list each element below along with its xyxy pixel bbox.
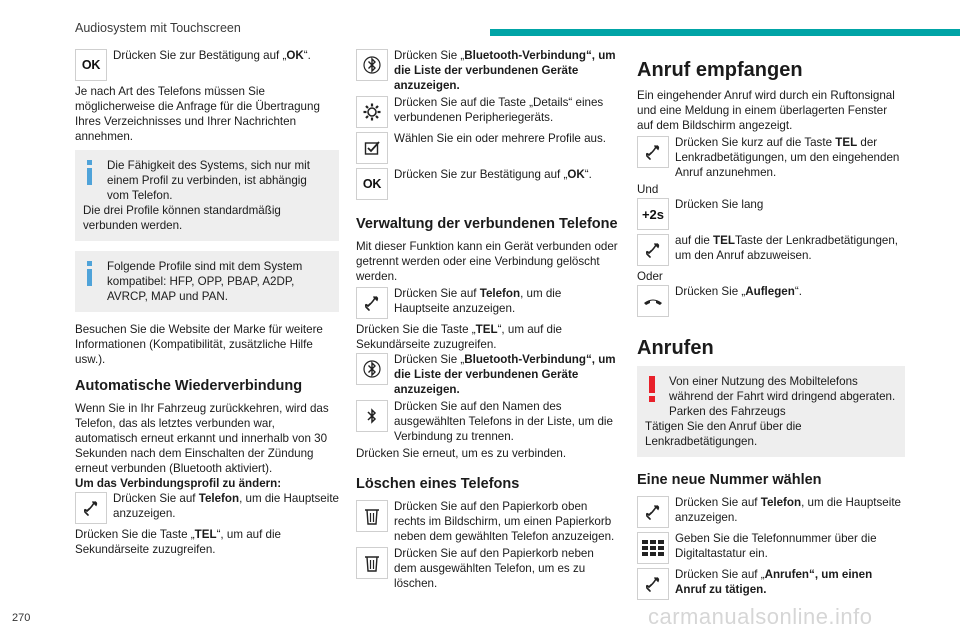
step-profiles: Wählen Sie ein oder mehrere Profile aus.: [356, 131, 618, 165]
info-icon: [83, 259, 103, 293]
step-call: Drücken Sie auf „Anrufen“, um einen Anruf zu tätigen.: [637, 567, 905, 601]
column-3: [637, 56, 905, 603]
warning-note: Von einer Nutzung des Mobiltelefons während der Fahrt wird dringend abgeraten. Parken des Fahrzeugs Tätigen Sie den Anruf über die Lenkradbetätigungen.: [637, 366, 905, 457]
trash-icon: [356, 547, 388, 579]
paragraph: Drücken Sie die Taste „TEL“, um auf die Sekundärseite zuzugreifen.: [75, 528, 282, 556]
watermark: carmanualsonline.info: [648, 604, 873, 629]
checkbox-icon: [356, 132, 388, 164]
heading-delete-phone: Löschen eines Telefons: [356, 476, 520, 492]
paragraph: Oder: [637, 270, 663, 283]
hang-up-icon: [637, 285, 669, 317]
step-bluetooth: Drücken Sie „Bluetooth-Verbindung“, um die Liste der verbundenen Geräte anzuzeigen.: [356, 352, 618, 397]
info-note: Die Fähigkeit des Systems, sich nur mit einem Profil zu verbinden, ist abhängig vom Telefon. Die drei Profile können standardmäßig verbunden werden.: [75, 150, 339, 241]
warning-icon: [645, 374, 665, 408]
step-phone: Drücken Sie auf Telefon, um die Hauptseite anzuzeigen.: [637, 495, 905, 529]
heading-receive-call: Anruf empfangen: [637, 59, 803, 81]
step-ok-confirm: OK Drücken Sie zur Bestätigung auf „OK“.: [75, 48, 339, 82]
step-tel-short: Drücken Sie kurz auf die Taste TEL der Lenkradbetätigungen, um den eingehenden Anruf anzunehmen.: [637, 135, 905, 180]
paragraph: Wenn Sie in Ihr Fahrzeug zurückkehren, wird das Telefon, das als letztes verbunden war, automatisch erneut erkannt und innerhalb von 30 Sekunden nach dem Einschalten der Zündung erneut verbunden (Bluetooth aktiviert).: [75, 402, 329, 475]
paragraph-bold: Um das Verbindungsprofil zu ändern:: [75, 477, 282, 490]
step-disconnect: Drücken Sie auf den Namen des ausgewählten Telefons in der Liste, um die Verbindung zu trennen.: [356, 399, 618, 444]
phone-handset-icon: [637, 496, 669, 528]
bluetooth-icon: [356, 353, 388, 385]
heading-new-number: Eine neue Nummer wählen: [637, 472, 822, 488]
step-keypad: Geben Sie die Telefonnummer über die Digitaltastatur ein.: [637, 531, 905, 565]
paragraph: Und: [637, 183, 659, 196]
phone-handset-icon: [637, 136, 669, 168]
page-number: 270: [12, 612, 31, 624]
gear-icon: [356, 96, 388, 128]
paragraph: Ein eingehender Anruf wird durch ein Ruftonsignal und eine Meldung in einem überlagerten Fenster auf dem Bildschirm angezeigt.: [637, 89, 895, 132]
step-ok-confirm: OK Drücken Sie zur Bestätigung auf „OK“.: [356, 167, 618, 201]
paragraph: Mit dieser Funktion kann ein Gerät verbunden oder getrennt werden oder eine Verbindung gelöscht werden.: [356, 240, 618, 283]
header-accent-bar: [490, 29, 960, 36]
keypad-icon: [637, 532, 669, 564]
phone-handset-icon: [356, 287, 388, 319]
heading-auto-reconnect: Automatische Wiederverbindung: [75, 378, 303, 394]
heading-manage-phones: Verwaltung der verbundenen Telefone: [356, 216, 618, 232]
bluetooth-icon: [356, 49, 388, 81]
paragraph: Besuchen Sie die Website der Marke für weitere Informationen (Kompatibilität, zusätzliche Hilfe usw.).: [75, 323, 323, 366]
step-tel-reject: auf die TELTaste der Lenkradbetätigungen, um den Anruf abzuweisen.: [637, 233, 905, 267]
step-trash: Drücken Sie auf den Papierkorb oben rechts im Bildschirm, um einen Papierkorb neben dem gewählten Telefon anzuzeigen.: [356, 499, 618, 544]
step-bluetooth: Drücken Sie „Bluetooth-Verbindung“, um die Liste der verbundenen Geräte anzuzeigen.: [356, 48, 618, 93]
phone-handset-icon: [637, 568, 669, 600]
column-1: [75, 48, 339, 557]
paragraph: Drücken Sie erneut, um es zu verbinden.: [356, 447, 567, 460]
paragraph: Je nach Art des Telefons müssen Sie möglicherweise die Anfrage für die Übertragung Ihres Verzeichnisses und Ihrer Nachrichten annehmen.: [75, 85, 320, 143]
ok-icon: OK: [75, 49, 107, 81]
step-phone: Drücken Sie auf Telefon, um die Hauptseite anzuzeigen.: [356, 286, 618, 320]
phone-handset-icon: [637, 234, 669, 266]
info-note: Folgende Profile sind mit dem System kompatibel: HFP, OPP, PBAP, A2DP, AVRCP, MAP und PAN.: [75, 251, 339, 312]
step-details: Drücken Sie auf die Taste „Details“ eines verbundenen Peripheriegeräts.: [356, 95, 618, 129]
info-icon: [83, 158, 103, 192]
column-2: [356, 48, 618, 593]
step-trash: Drücken Sie auf den Papierkorb neben dem ausgewählten Telefon, um es zu löschen.: [356, 546, 618, 591]
step-phone: Drücken Sie auf Telefon, um die Hauptseite anzuzeigen.: [75, 491, 339, 525]
step-hang-up: Drücken Sie „Auflegen“.: [637, 284, 905, 318]
phone-handset-icon: [75, 492, 107, 524]
heading-make-call: Anrufen: [637, 337, 714, 359]
trash-icon: [356, 500, 388, 532]
ok-icon: OK: [356, 168, 388, 200]
long-press-icon: +2s: [637, 198, 669, 230]
header-title: Audiosystem mit Touchscreen: [75, 21, 241, 35]
paragraph: Drücken Sie die Taste „TEL“, um auf die Sekundärseite zuzugreifen.: [356, 323, 563, 351]
bluetooth-small-icon: [356, 400, 388, 432]
step-long-press: +2s Drücken Sie lang: [637, 197, 905, 231]
